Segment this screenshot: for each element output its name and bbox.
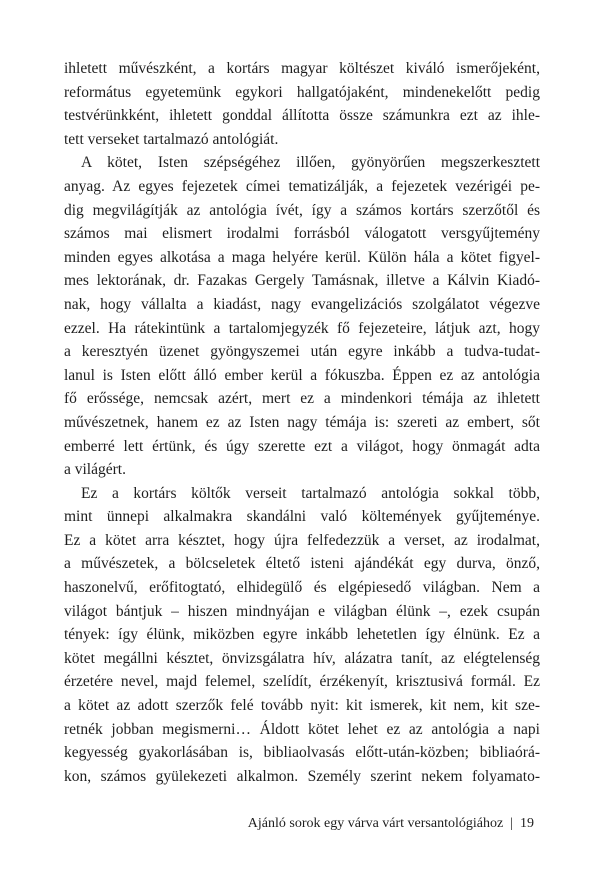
- text-line: számos mai elismert irodalmi forrásból válogatott versgyűjtemény: [64, 225, 540, 243]
- text-line: kon, számos gyülekezeti alkalmon. Személy szerint nekem folyamato-: [64, 767, 540, 785]
- paragraph-2: [64, 151, 540, 481]
- footer-separator: |: [510, 816, 513, 831]
- text-line: anyag. Az egyes fejezetek címei tematizálják, a fejezetek vezérigéi pe-: [64, 177, 540, 195]
- paragraph-1: [64, 57, 540, 151]
- text-line: művészetnek, hanem ez az Isten nagy témája is: szereti az embert, sőt: [64, 413, 540, 431]
- text-line: világot bántjuk – hiszen mindnyájan e világban élünk –, ezek csupán: [64, 602, 540, 620]
- text-line: haszonelvű, erőfitogtató, elhidegülő és elgépiesedő világban. Nem a: [64, 579, 540, 597]
- page-number: 19: [520, 816, 534, 831]
- text-line: mint ünnepi alkalmakra skandálni való költemények gyűjteménye.: [64, 508, 540, 526]
- text-line: a kötet az adott szerzők felé tovább nyit: kit ismerek, kit nem, kit sze-: [64, 697, 540, 715]
- text-line: Ez a kötet arra késztet, hogy újra felfedezzük a verset, az irodalmat,: [64, 531, 540, 549]
- text-line: testvérünkként, ihletett gonddal állította össze számunkra ezt az ihle-: [64, 107, 540, 125]
- text-line: dig megvilágítják az antológia ívét, így a számos kortárs szerzőtől és: [64, 201, 540, 219]
- text-line: a keresztyén üzenet gyöngyszemei után egyre inkább a tudva-tudat-: [64, 343, 540, 361]
- text-line: a művészetek, a bölcseletek éltető isteni ajándékát egy durva, önző,: [64, 555, 540, 573]
- text-line: ihletett művészként, a kortárs magyar költészet kiváló ismerőjeként,: [64, 60, 540, 77]
- text-line: kegyesség gyakorlásában is, bibliaolvasás előtt-után-közben; bibliaórá-: [64, 744, 540, 762]
- text-line: református egyetemünk egykori hallgatójaként, mindenekelőtt pedig: [64, 83, 540, 101]
- text-line: érzetére nevel, majd felemel, szelídít, érzékenyít, krisztusivá formál. Ez: [64, 673, 540, 691]
- text-line: minden egyes alkotása a maga helyére kerül. Külön hála a kötet figyel-: [64, 248, 540, 266]
- text-line: tett verseket tartalmazó antológiát.: [64, 130, 279, 148]
- text-line: retnék jobban megismerni… Áldott kötet lehet ez az antológia a napi: [64, 720, 540, 738]
- text-line: Ez a kortárs költők verseit tartalmazó antológia sokkal több,: [81, 484, 540, 502]
- text-line: nak, hogy vállalta a kiadást, nagy evangelizációs szolgálatot végezve: [64, 295, 540, 313]
- text-line: A kötet, Isten szépségéhez illően, gyönyörűen megszerkesztett: [81, 154, 540, 172]
- text-line: tények: így élünk, miközben egyre inkább lehetetlen így élnünk. Ez a: [64, 626, 540, 644]
- text-line: kötet megállni késztet, önvizsgálatra hív, alázatra tanít, az elégtelenség: [64, 649, 540, 667]
- text-line: mes lektorának, dr. Fazakas Gergely Tamásnak, illetve a Kálvin Kiadó-: [64, 272, 540, 290]
- running-footer: [248, 815, 534, 833]
- running-title: Ajánló sorok egy várva várt versantológiához: [247, 816, 504, 831]
- paragraph-3: [64, 482, 540, 789]
- text-line: fő erőssége, nemcsak azért, mert ez a mindenkori témája az ihletett: [64, 390, 540, 408]
- page-body: [64, 57, 540, 788]
- text-line: ezzel. Ha rátekintünk a tartalomjegyzék fő fejezeteire, látjuk azt, hogy: [64, 319, 540, 337]
- text-line: a világért.: [64, 461, 126, 479]
- text-line: emberré lett értünk, és úgy szerette ezt a világot, hogy önmagát adta: [64, 437, 540, 455]
- text-line: lanul is Isten előtt álló ember kerül a fókuszba. Éppen ez az antológia: [64, 366, 540, 384]
